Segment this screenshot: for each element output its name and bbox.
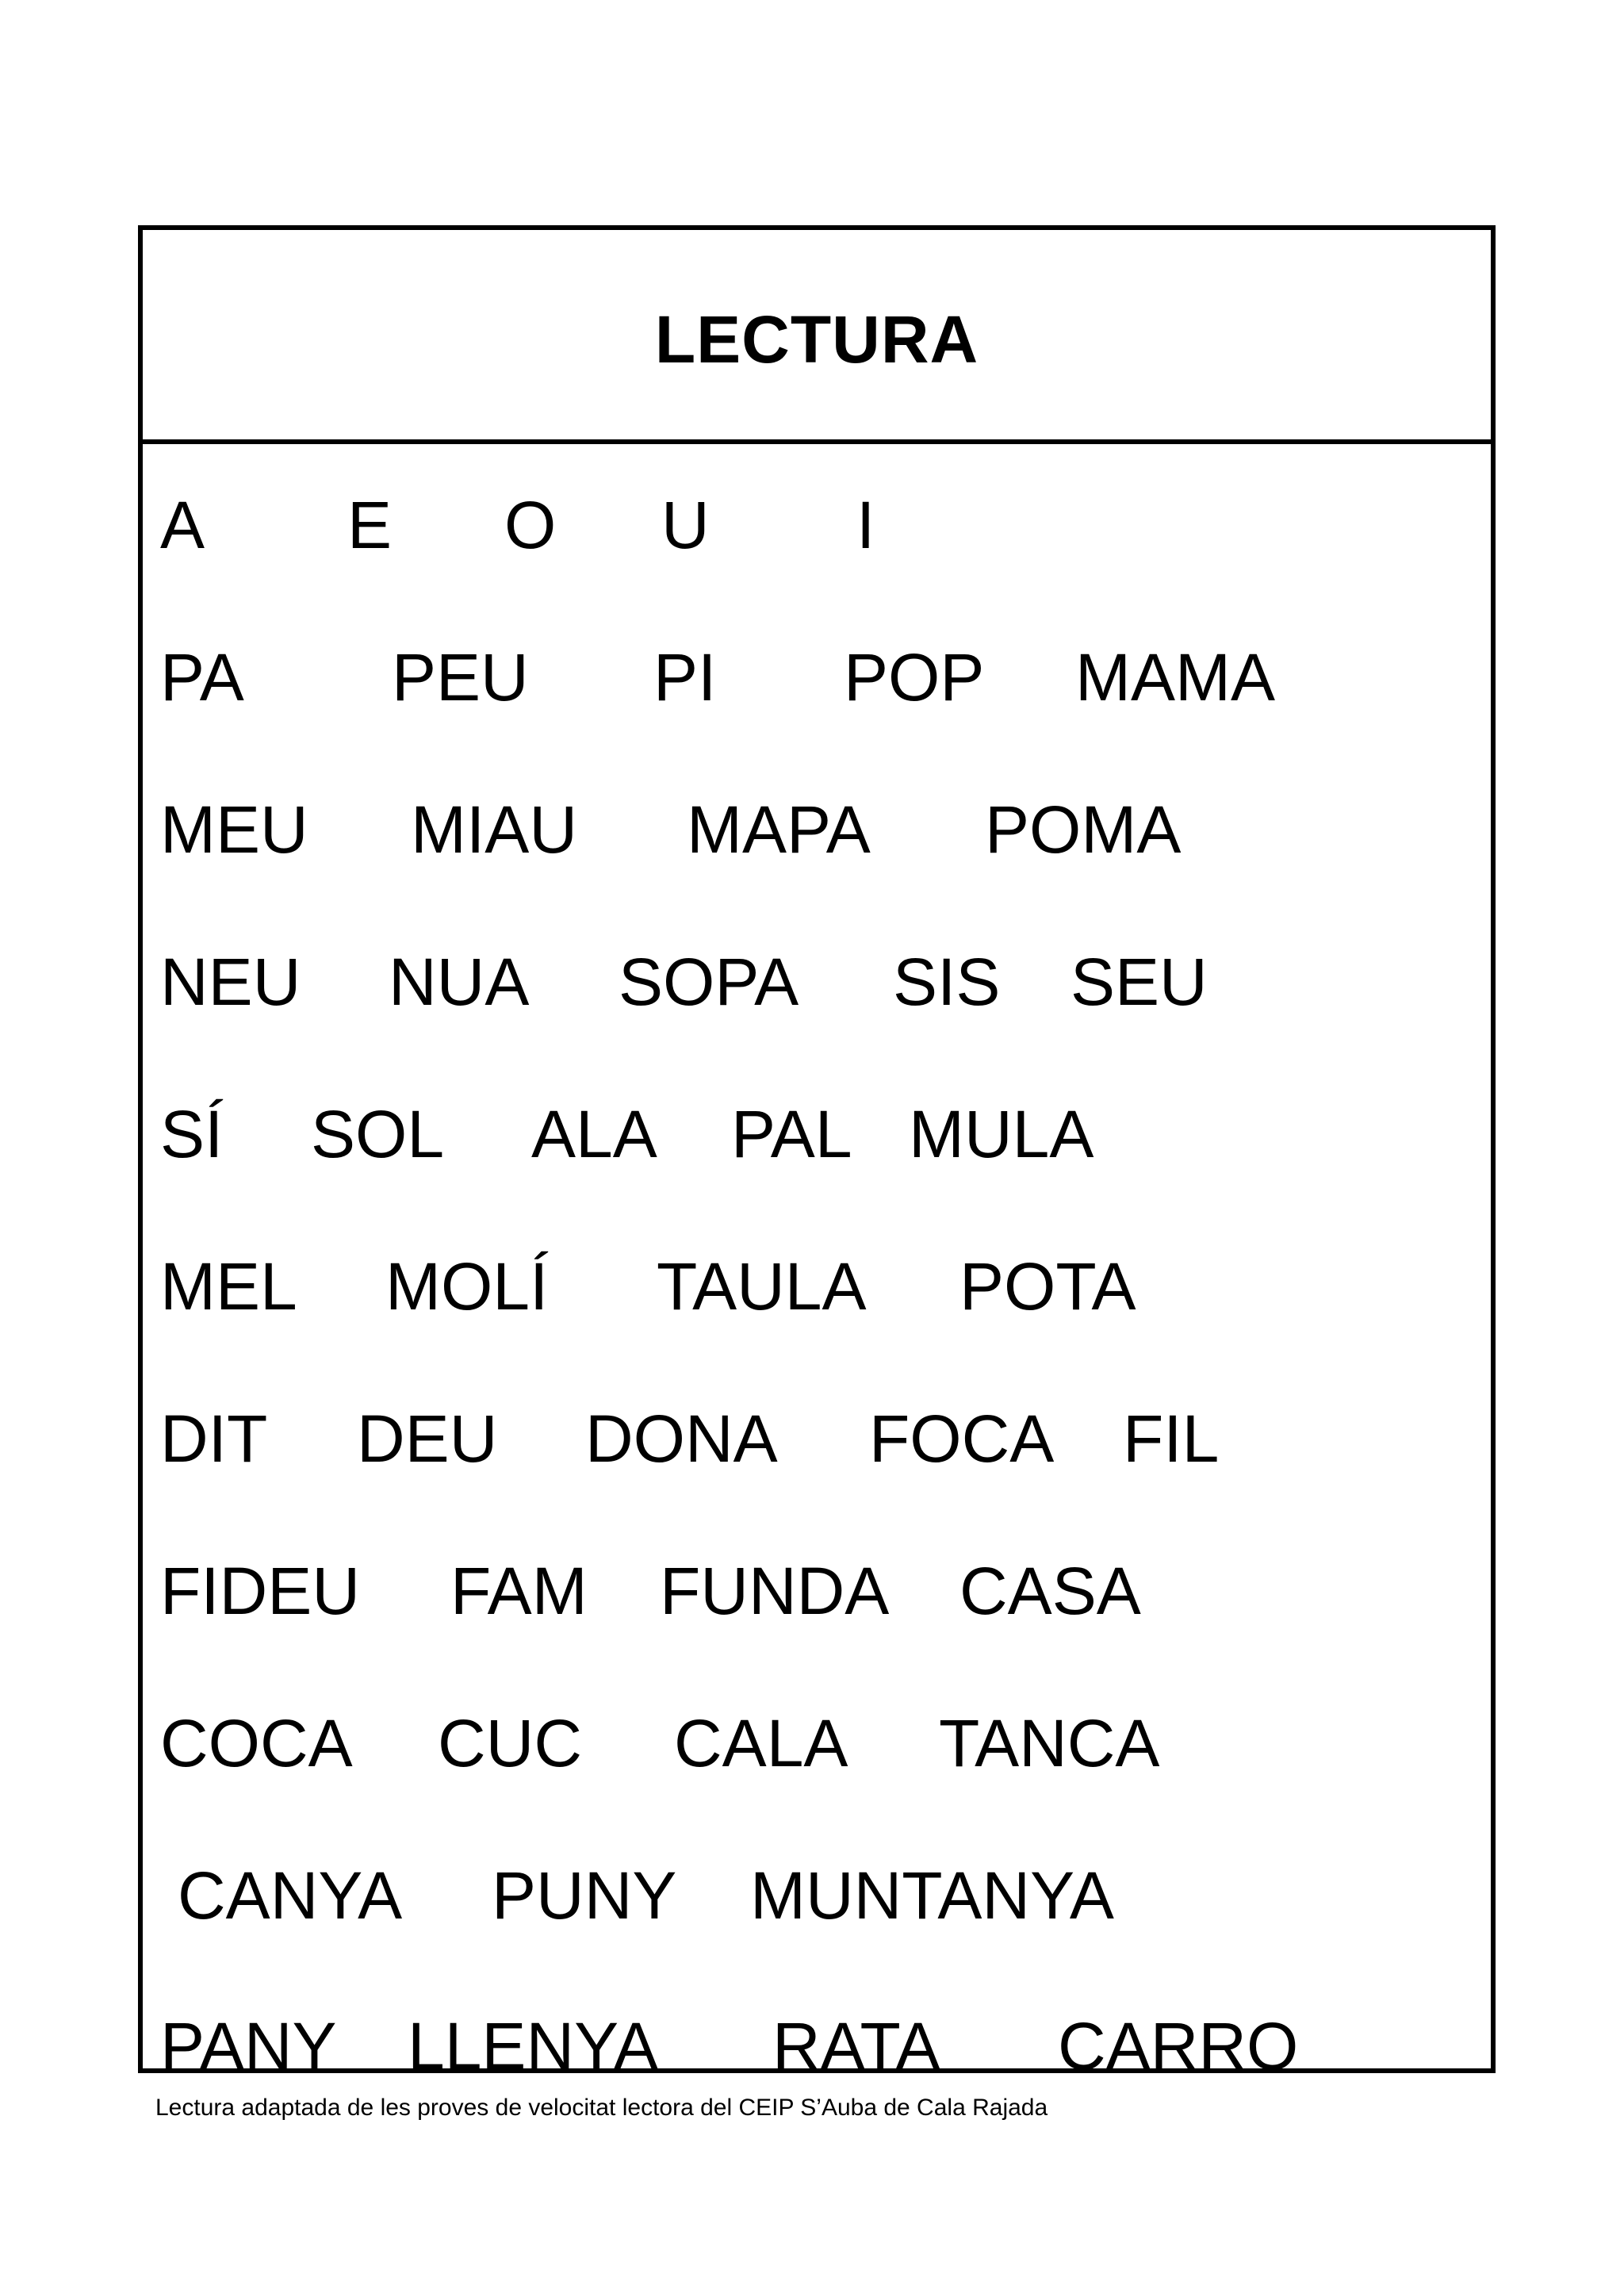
source-note: Lectura adaptada de les proves de velocitat lectora del CEIP S’Auba de Cala Rajada (155, 2095, 1048, 2121)
word: NUA (389, 945, 530, 1019)
word: U (661, 488, 710, 562)
word: TANCA (939, 1706, 1160, 1780)
word: O (504, 488, 557, 562)
word: POTA (959, 1249, 1136, 1324)
word-row-11 (143, 2009, 1491, 2092)
word: LLENYA (408, 2009, 658, 2083)
word-row-2 (143, 640, 1491, 723)
word: CALA (674, 1706, 848, 1780)
word: MULA (909, 1097, 1094, 1171)
word: ALA (531, 1097, 657, 1171)
word-row-8 (143, 1554, 1491, 1637)
word-row-1 (143, 488, 1491, 571)
word: POP (844, 640, 985, 715)
word: FIL (1123, 1401, 1220, 1476)
word: COCA (160, 1706, 353, 1780)
word: MEU (160, 792, 308, 867)
word: A (160, 488, 205, 562)
word: TAULA (657, 1249, 867, 1324)
word: MAMA (1075, 640, 1275, 715)
word: SÍ (160, 1097, 224, 1171)
word: CANYA (178, 1858, 403, 1933)
word: RATA (772, 2009, 940, 2083)
word-row-7 (143, 1401, 1491, 1485)
word-row-4 (143, 945, 1491, 1028)
word: MIAU (411, 792, 577, 867)
word: PI (653, 640, 717, 715)
word-row-6 (143, 1249, 1491, 1332)
word-row-10 (143, 1858, 1491, 1941)
word: FOCA (869, 1401, 1055, 1476)
word: MOLÍ (385, 1249, 549, 1324)
word: SOL (311, 1097, 445, 1171)
word-row-9 (143, 1706, 1491, 1789)
word: FUNDA (660, 1554, 890, 1628)
word: SEU (1071, 945, 1208, 1019)
word-row-5 (143, 1097, 1491, 1180)
page-title: LECTURA (654, 302, 979, 377)
reading-sheet (138, 225, 1496, 2083)
word: SIS (893, 945, 1001, 1019)
word: FIDEU (160, 1554, 360, 1628)
word: MUNTANYA (750, 1858, 1114, 1933)
word-row-3 (143, 792, 1491, 876)
word: CUC (438, 1706, 582, 1780)
title-box (143, 230, 1491, 444)
word: DIT (160, 1401, 268, 1476)
word: PAL (731, 1097, 852, 1171)
word: MEL (160, 1249, 297, 1324)
word: FAM (450, 1554, 588, 1628)
word: I (856, 488, 875, 562)
word: DONA (585, 1401, 778, 1476)
word: CASA (959, 1554, 1141, 1628)
word: MAPA (687, 792, 871, 867)
word: E (347, 488, 393, 562)
word: DEU (357, 1401, 498, 1476)
word: PUNY (492, 1858, 677, 1933)
word: PEU (392, 640, 529, 715)
word: POMA (985, 792, 1182, 867)
word: SOPA (619, 945, 799, 1019)
word: PA (160, 640, 244, 715)
word: NEU (160, 945, 301, 1019)
word: CARRO (1058, 2009, 1299, 2083)
word: PANY (160, 2009, 337, 2083)
